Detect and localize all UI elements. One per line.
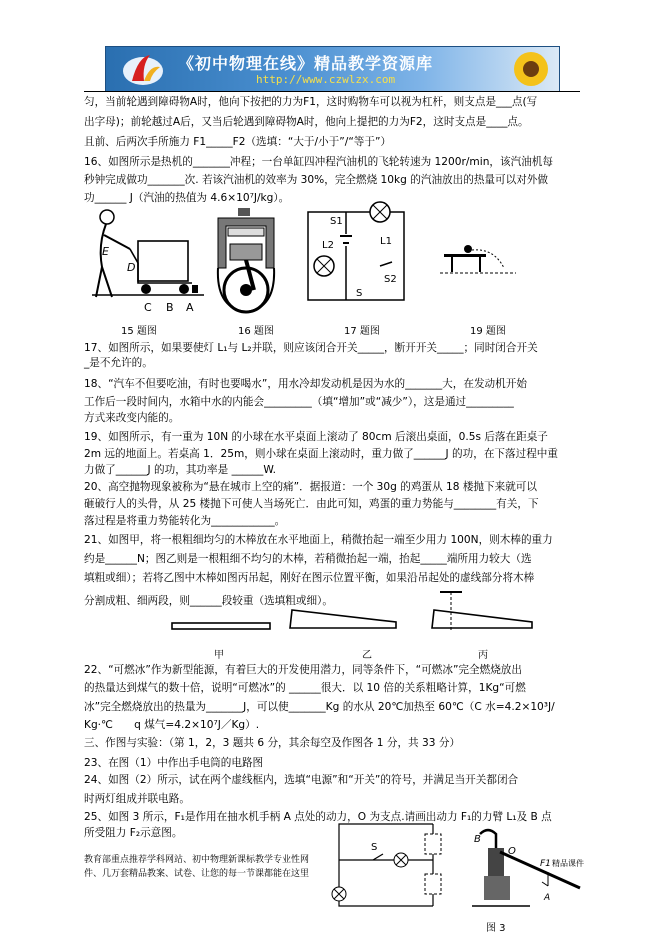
text-line: 匀，当前轮遇到障碍物A时，他向下按把的力为F1，这时购物车可以视为杠杆，则支点是___点(写 — [84, 96, 538, 108]
text-line: 落过程是将重力势能转化为____________。 — [84, 515, 286, 527]
site-logo-icon — [120, 51, 166, 87]
text-line: 的热量达到煤气的数十倍，说明“可燃冰”的 ______很大．以 10 倍的关系粗略计算，1Kg“可燃 — [84, 682, 526, 694]
fig17-label-l2: L2 — [322, 240, 334, 251]
text-line: 冰”完全燃烧放出的热量为_______J，可以使_______Kg 的水从 20℃加热至 60℃（C 水=4.2×10³J/ — [84, 701, 555, 713]
fig15-label-b: B — [166, 301, 174, 314]
figure-caption: 17 题图 — [344, 326, 380, 337]
text-line: 秒钟完成做功_______次. 若该汽油机的效率为 30%，完全燃烧 10kg 的汽油放出的热量可以对外做 — [84, 174, 548, 186]
header-banner — [105, 46, 560, 92]
figure-16-engine — [208, 208, 284, 314]
text-line: 且前、后两次手所施力 F1_____F2（选填：“大于/小于”/“等于”） — [84, 136, 392, 148]
fig17-label-s1: S1 — [330, 216, 343, 227]
text-line: 17、如图所示，如果要使灯 L₁与 L₂并联，则应该闭合开关_____，断开开关_____；同时闭合开关 — [84, 342, 538, 354]
text-line: 三、作图与实验：（第 1，2，3 题共 6 分，其余每空及作图各 1 分，共 33 分） — [84, 737, 461, 749]
fig17-label-s: S — [356, 288, 363, 299]
text-line: 23、在图（1）中作出手电筒的电路图 — [84, 757, 264, 769]
fig2-label-s: S — [371, 842, 378, 853]
text-line: 所受阻力 F₂示意图。 — [84, 827, 183, 839]
figure-15-cart — [92, 205, 204, 317]
text-line: 19、如图所示，有一重为 10N 的小球在水平桌面上滚动了 80cm 后滚出桌面，0.5s 后落在距桌子 — [84, 431, 548, 443]
text-line: 24、如图（2）所示，试在两个虚线框内，选填“电源”和“开关”的符号，并满足当开关都闭合 — [84, 774, 519, 786]
text-line: 25、如图 3 所示，F₁是作用在抽水机手柄 A 点处的动力，O 为支点.请画出动力 F₁的力臂 L₁及 B 点 — [84, 811, 552, 823]
text-line: 20、高空抛物现象被称为“悬在城市上空的痛”．据报道：一个 30g 的鸡蛋从 18 楼抛下来就可以 — [84, 481, 537, 493]
text-line: 功______ J（汽油的热值为 4.6×10⁷J/kg）。 — [84, 192, 290, 204]
figure-21-sticks — [170, 590, 550, 640]
fig15-label-e: E — [102, 245, 109, 258]
fig15-label-d: D — [127, 261, 136, 274]
fig15-label-c: C — [144, 301, 152, 314]
text-line: 21、如图甲，将一根粗细均匀的木棒放在水平地面上，稍微抬起一端至少用力 100N，则木棒的重力 — [84, 534, 553, 546]
figure-17-circuit — [300, 204, 410, 308]
text-line: 2m 远的地面上。若桌高 1．25m，则小球在桌面上滚动时，重力做了______J 的功，在下落过程中重 — [84, 448, 558, 460]
banner-url[interactable]: http://www.czwlzx.com — [256, 73, 396, 86]
stick-caption-yi: 乙 — [362, 650, 372, 661]
figure-3-pump — [470, 826, 590, 912]
sunflower-icon — [511, 49, 551, 89]
text-line: 砸破行人的头骨，从 25 楼抛下可使人当场死亡．由此可知，鸡蛋的重力势能与________有关，下 — [84, 498, 539, 510]
figure-2-circuit — [333, 820, 463, 910]
figure-caption: 16 题图 — [238, 326, 274, 337]
figure-caption: 19 题图 — [470, 326, 506, 337]
text-line: 16、如图所示是热机的_______冲程；一台单缸四冲程汽油机的飞轮转速为 1200r/min，该汽油机每 — [84, 156, 553, 168]
text-line: 力做了______J 的功，其功率是 ______W. — [84, 464, 276, 476]
text-line: 18、“汽车不但要吃油，有时也要喝水”，用水冷却发动机是因为水的_______大，在发动机开始 — [84, 378, 527, 390]
text-line: Kg·℃ q 煤气=4.2×10⁷J／Kg）. — [84, 719, 260, 731]
text-line: 工作后一段时间内，水箱中水的内能会_________（填“增加”或“减少”），这是通过_________ — [84, 396, 514, 408]
header-rule — [84, 91, 580, 92]
text-line: _是不允许的。 — [84, 357, 153, 369]
fig3-label-a: A — [544, 893, 551, 903]
text-line: 22、“可燃冰”作为新型能源，有着巨大的开发使用潜力，同等条件下，“可燃冰”完全燃烧放出 — [84, 664, 522, 676]
banner-title: 《初中物理在线》精品教学资源库 — [178, 54, 434, 73]
text-line: 出字母)；前轮越过A后，又当后轮遇到障碍物A时，他向上提把的力为F2，这时支点是____点。 — [84, 116, 529, 128]
footer-line: 教育部重点推荐学科网站、初中物理新课标教学专业性网 — [84, 855, 310, 865]
fig15-label-a: A — [186, 301, 194, 314]
footer-line: 件、几万套精品教案、试卷、让您的每一节课都能在这里 — [84, 869, 310, 879]
footer-promo — [84, 853, 309, 881]
figure-caption: 15 题图 — [121, 326, 157, 337]
stick-caption-jia: 甲 — [214, 650, 224, 661]
text-line: 分割成粗、细两段，则______段较重（选填粗或细）。 — [84, 595, 333, 607]
figure-19-table — [440, 238, 516, 278]
fig17-label-s2: S2 — [384, 274, 397, 285]
fig3-label-b: B — [474, 834, 481, 845]
text-line: 约是______N；图乙则是一根粗细不均匀的木棒，若稍微抬起一端，抬起_____端所用力较大（选 — [84, 553, 532, 565]
text-line: 方式来改变内能的。 — [84, 412, 180, 424]
fig3-label-o: O — [508, 846, 516, 857]
stick-caption-bing: 丙 — [478, 650, 488, 661]
text-line: 时两灯组成并联电路。 — [84, 793, 190, 805]
fig3-brand: 精品课件 — [552, 859, 584, 868]
fig3-label-f1: F1 — [540, 859, 551, 869]
fig17-label-l1: L1 — [380, 236, 392, 247]
text-line: 填粗或细）；若将乙图中木棒如图丙吊起，刚好在图示位置平衡，如果沿吊起处的虚线部分将木棒 — [84, 572, 535, 584]
figure-3-caption: 图 3 — [486, 923, 506, 934]
